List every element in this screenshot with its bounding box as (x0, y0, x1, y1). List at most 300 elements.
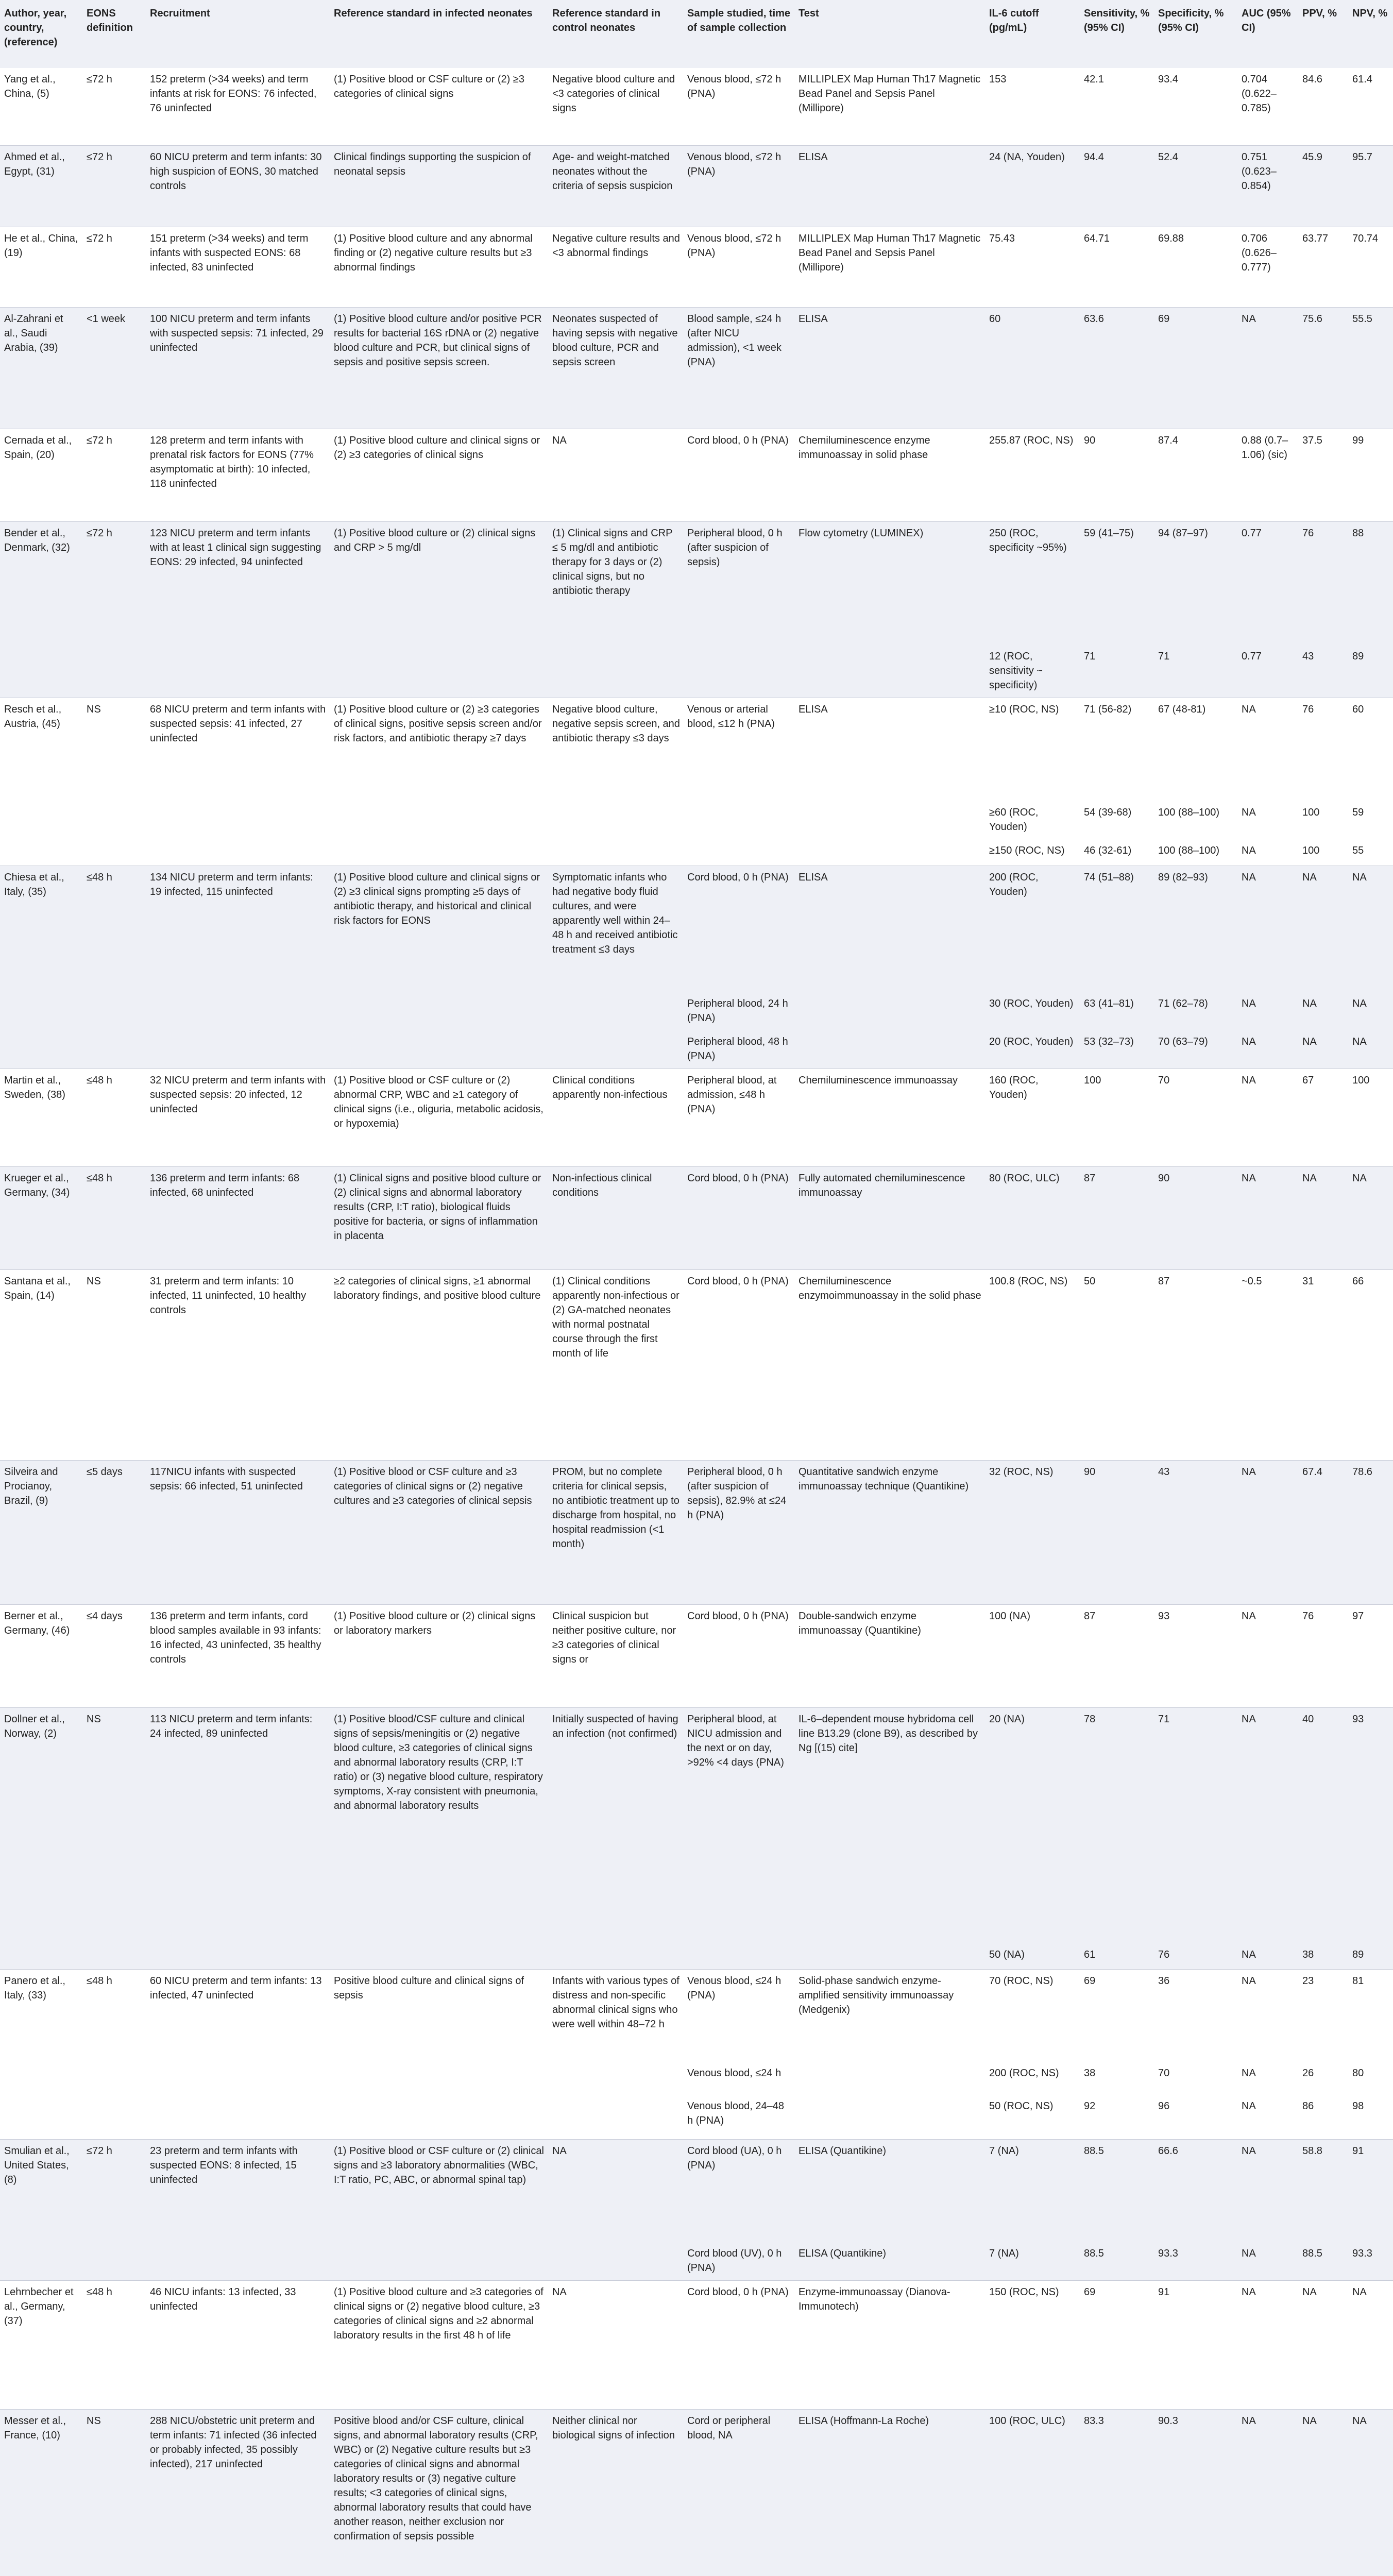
table-cell: ≤4 days (82, 1604, 146, 1707)
table-cell: NA (1237, 801, 1298, 839)
table-cell (794, 1943, 985, 1969)
table-cell: ≤48 h (82, 1069, 146, 1166)
table-cell: Peripheral blood, 0 h (after suspicion of sepsis), 82.9% at ≤24 h (PNA) (683, 1460, 794, 1604)
table-cell (82, 1030, 146, 1069)
table-cell: 88 (1348, 521, 1393, 645)
table-cell (683, 645, 794, 698)
table-cell: 71 (1080, 645, 1154, 698)
table-cell: 67 (48-81) (1154, 698, 1237, 801)
table-cell: (1) Positive blood or CSF culture or (2) abnormal CRP, WBC and ≥1 category of clinical signs (i.e., oliguria, metabolic acidosis, or hypoxemia) (330, 1069, 548, 1166)
table-row (0, 698, 1393, 801)
table-cell: Venous blood, 24–48 h (PNA) (683, 2095, 794, 2139)
table-cell: Cord blood, 0 h (PNA) (683, 866, 794, 992)
column-header: Reference standard in control neonates (548, 0, 683, 68)
table-cell: ELISA (Hoffmann-La Roche) (794, 2410, 985, 2576)
table-cell: 70 (1154, 1069, 1237, 1166)
table-cell: ≥10 (ROC, NS) (985, 698, 1080, 801)
table-cell: 7 (NA) (985, 2139, 1080, 2242)
table-cell: 100 (1080, 1069, 1154, 1166)
table-cell: 63.77 (1298, 227, 1348, 307)
table-cell: 136 preterm and term infants: 68 infected, 68 uninfected (146, 1166, 330, 1269)
column-header: Sample studied, time of sample collection (683, 0, 794, 68)
table-cell: 69 (1080, 1969, 1154, 2062)
table-cell: Martin et al., Sweden, (38) (0, 1069, 82, 1166)
table-cell: ≥60 (ROC, Youden) (985, 801, 1080, 839)
table-cell: (1) Positive blood or CSF culture and ≥3 categories of clinical signs or (2) negative cultures and ≥3 categories of clinical sepsis (330, 1460, 548, 1604)
table-cell: 20 (NA) (985, 1707, 1080, 1943)
table-cell: 70 (1154, 2062, 1237, 2095)
table-row (0, 145, 1393, 227)
table-cell (146, 2062, 330, 2095)
column-header: Reference standard in infected neonates (330, 0, 548, 68)
table-cell: Berner et al., Germany, (46) (0, 1604, 82, 1707)
table-row (0, 2062, 1393, 2095)
table-cell: 32 (ROC, NS) (985, 1460, 1080, 1604)
table-cell: ~0.5 (1237, 1269, 1298, 1460)
table-cell: 26 (1298, 2062, 1348, 2095)
column-header: NPV, % (1348, 0, 1393, 68)
table-cell: 20 (ROC, Youden) (985, 1030, 1080, 1069)
table-cell: 94 (87–97) (1154, 521, 1237, 645)
table-cell (548, 2095, 683, 2139)
table-cell: Cernada et al., Spain, (20) (0, 429, 82, 521)
table-cell: Negative culture results and <3 abnormal findings (548, 227, 683, 307)
table-cell: 0.77 (1237, 521, 1298, 645)
table-cell: Venous blood, ≤72 h (PNA) (683, 227, 794, 307)
table-cell: Lehrnbecher et al., Germany, (37) (0, 2281, 82, 2410)
table-cell: NA (1348, 1166, 1393, 1269)
table-cell: ELISA (794, 866, 985, 992)
table-cell (82, 2242, 146, 2281)
table-cell: NS (82, 1707, 146, 1943)
table-cell (146, 2242, 330, 2281)
table-cell: 0.77 (1237, 645, 1298, 698)
table-row (0, 866, 1393, 992)
table-cell: Venous blood, ≤72 h (PNA) (683, 68, 794, 145)
table-cell: Resch et al., Austria, (45) (0, 698, 82, 801)
table-cell: 100 (88–100) (1154, 839, 1237, 866)
table-cell: ELISA (794, 307, 985, 429)
table-cell (0, 801, 82, 839)
table-row (0, 1069, 1393, 1166)
table-row (0, 68, 1393, 145)
table-cell: NA (1237, 2410, 1298, 2576)
column-header: Author, year, country, (reference) (0, 0, 82, 68)
table-cell: (1) Clinical conditions apparently non-infectious or (2) GA-matched neonates with normal postnatal course through the first month of life (548, 1269, 683, 1460)
column-header: IL-6 cutoff (pg/mL) (985, 0, 1080, 68)
table-cell: Cord blood (UA), 0 h (PNA) (683, 2139, 794, 2242)
table-cell: 59 (1348, 801, 1393, 839)
table-cell: NA (1237, 839, 1298, 866)
table-cell: NA (1348, 2410, 1393, 2576)
table-cell: 96 (1154, 2095, 1237, 2139)
table-cell (794, 1030, 985, 1069)
table-cell: Chemiluminescence enzyme immunoassay in solid phase (794, 429, 985, 521)
table-cell (794, 992, 985, 1030)
table-cell: 42.1 (1080, 68, 1154, 145)
table-cell (548, 839, 683, 866)
table-cell: Positive blood culture and clinical signs of sepsis (330, 1969, 548, 2062)
table-cell: 50 (1080, 1269, 1154, 1460)
table-cell: 160 (ROC, Youden) (985, 1069, 1080, 1166)
table-cell (0, 2242, 82, 2281)
table-cell: Peripheral blood, 24 h (PNA) (683, 992, 794, 1030)
table-cell: Cord blood, 0 h (PNA) (683, 1604, 794, 1707)
table-cell (548, 2062, 683, 2095)
table-row (0, 2139, 1393, 2242)
table-cell: 61 (1080, 1943, 1154, 1969)
table-cell: (1) Positive blood or CSF culture or (2) ≥3 categories of clinical signs (330, 68, 548, 145)
table-cell (683, 1943, 794, 1969)
table-cell (82, 1943, 146, 1969)
table-cell: ≤72 h (82, 145, 146, 227)
table-row (0, 2242, 1393, 2281)
table-cell: (1) Positive blood culture and clinical signs or (2) ≥3 clinical signs prompting ≥5 days of antibiotic therapy, and historical and clinical risk factors for EONS (330, 866, 548, 992)
table-cell: 24 (NA, Youden) (985, 145, 1080, 227)
table-cell: NA (1237, 1030, 1298, 1069)
table-cell: 0.751 (0.623–0.854) (1237, 145, 1298, 227)
table-cell: Peripheral blood, at admission, ≤48 h (PNA) (683, 1069, 794, 1166)
table-cell: NA (1237, 1069, 1298, 1166)
table-cell: 93 (1154, 1604, 1237, 1707)
table-cell (330, 1943, 548, 1969)
table-cell: 59 (41–75) (1080, 521, 1154, 645)
table-cell: IL-6–dependent mouse hybridoma cell line B13.29 (clone B9), as described by Ng [(15) cite] (794, 1707, 985, 1943)
table-cell: NA (1348, 2281, 1393, 2410)
table-cell: Cord blood, 0 h (PNA) (683, 2281, 794, 2410)
table-cell: 288 NICU/obstetric unit preterm and term infants: 71 infected (36 infected or probably infected, 35 possibly infected), 217 uninfected (146, 2410, 330, 2576)
table-row (0, 1707, 1393, 1943)
table-cell: 200 (ROC, Youden) (985, 866, 1080, 992)
table-cell (683, 801, 794, 839)
table-cell: 69.88 (1154, 227, 1237, 307)
table-cell: 90.3 (1154, 2410, 1237, 2576)
table-cell: 100 (88–100) (1154, 801, 1237, 839)
table-cell (548, 1943, 683, 1969)
table-cell: NA (1237, 2139, 1298, 2242)
table-cell: NA (1237, 1166, 1298, 1269)
table-cell: 67 (1298, 1069, 1348, 1166)
table-cell: ≤72 h (82, 2139, 146, 2242)
table-cell: Non-infectious clinical conditions (548, 1166, 683, 1269)
table-cell: 152 preterm (>34 weeks) and term infants at risk for EONS: 76 infected, 76 uninfected (146, 68, 330, 145)
table-cell: Venous or arterial blood, ≤12 h (PNA) (683, 698, 794, 801)
table-cell: Enzyme-immunoassay (Dianova-Immunotech) (794, 2281, 985, 2410)
table-cell (146, 992, 330, 1030)
table-cell (82, 2062, 146, 2095)
table-cell: ≤72 h (82, 521, 146, 645)
table-cell (0, 992, 82, 1030)
table-cell: (1) Positive blood culture and ≥3 categories of clinical signs or (2) negative blood culture, ≥3 categories of clinical signs and ≥2 abnormal laboratory results in the first 48 h of life (330, 2281, 548, 2410)
table-cell (548, 801, 683, 839)
table-cell (330, 2242, 548, 2281)
table-cell: 87 (1154, 1269, 1237, 1460)
table-row (0, 521, 1393, 645)
table-cell: 100 (1298, 801, 1348, 839)
table-cell: (1) Positive blood culture or (2) clinical signs and CRP > 5 mg/dl (330, 521, 548, 645)
table-cell (146, 645, 330, 698)
table-cell (794, 801, 985, 839)
table-cell: 93 (1348, 1707, 1393, 1943)
table-cell: <1 week (82, 307, 146, 429)
table-cell: 78 (1080, 1707, 1154, 1943)
table-cell: Neonates suspected of having sepsis with negative blood culture, PCR and sepsis screen (548, 307, 683, 429)
table-cell: 66.6 (1154, 2139, 1237, 2242)
table-cell: 90 (1154, 1166, 1237, 1269)
table-cell: Clinical suspicion but neither positive culture, nor ≥3 categories of clinical signs or (548, 1604, 683, 1707)
table-cell: NA (1237, 2281, 1298, 2410)
table-cell: 95.7 (1348, 145, 1393, 227)
table-cell (794, 2062, 985, 2095)
table-cell: 100 (ROC, ULC) (985, 2410, 1080, 2576)
table-cell: NA (1237, 1969, 1298, 2062)
table-cell: NA (1237, 1943, 1298, 1969)
table-cell: Symptomatic infants who had negative body fluid cultures, and were apparently well within 24–48 h and received antibiotic treatment ≤3 days (548, 866, 683, 992)
table-cell: 87 (1080, 1604, 1154, 1707)
column-header: AUC (95% CI) (1237, 0, 1298, 68)
table-cell: 68 NICU preterm and term infants with suspected sepsis: 41 infected, 27 uninfected (146, 698, 330, 801)
table-cell: NS (82, 2410, 146, 2576)
table-cell: ≥150 (ROC, NS) (985, 839, 1080, 866)
table-cell: 60 NICU preterm and term infants: 30 high suspicion of EONS, 30 matched controls (146, 145, 330, 227)
table-cell: 50 (NA) (985, 1943, 1080, 1969)
table-cell: ≤72 h (82, 68, 146, 145)
table-cell: 45.9 (1298, 145, 1348, 227)
table-cell: Cord or peripheral blood, NA (683, 2410, 794, 2576)
table-cell (330, 801, 548, 839)
table-cell: Blood sample, ≤24 h (after NICU admission), <1 week (PNA) (683, 307, 794, 429)
table-cell: Flow cytometry (LUMINEX) (794, 521, 985, 645)
table-cell: 38 (1080, 2062, 1154, 2095)
table-cell: (1) Positive blood or CSF culture or (2) clinical signs and ≥3 laboratory abnormalities (WBC, I:T ratio, PC, ABC, or abnormal spinal tap) (330, 2139, 548, 2242)
table-cell: MILLIPLEX Map Human Th17 Magnetic Bead Panel and Sepsis Panel (Millipore) (794, 68, 985, 145)
table-row (0, 227, 1393, 307)
table-cell: ≤48 h (82, 1166, 146, 1269)
table-cell: 32 NICU preterm and term infants with suspected sepsis: 20 infected, 12 uninfected (146, 1069, 330, 1166)
table-row (0, 1969, 1393, 2062)
table-cell: Panero et al., Italy, (33) (0, 1969, 82, 2062)
table-cell: 63 (41–81) (1080, 992, 1154, 1030)
table-cell: Clinical findings supporting the suspicion of neonatal sepsis (330, 145, 548, 227)
table-cell (146, 2095, 330, 2139)
table-cell: 50 (ROC, NS) (985, 2095, 1080, 2139)
table-header (0, 0, 1393, 68)
table-cell: NA (1348, 992, 1393, 1030)
table-cell: NA (1237, 866, 1298, 992)
table-cell: Yang et al., China, (5) (0, 68, 82, 145)
table-cell: 61.4 (1348, 68, 1393, 145)
table-cell (330, 2095, 548, 2139)
table-cell: Al-Zahrani et al., Saudi Arabia, (39) (0, 307, 82, 429)
table-cell: 58.8 (1298, 2139, 1348, 2242)
table-cell: NA (1237, 992, 1298, 1030)
table-cell (82, 2095, 146, 2139)
table-cell: NA (1298, 866, 1348, 992)
table-cell: 134 NICU preterm and term infants: 19 infected, 115 uninfected (146, 866, 330, 992)
table-cell (0, 839, 82, 866)
table-cell: Positive blood and/or CSF culture, clinical signs, and abnormal laboratory results (CRP, WBC) or (2) Negative culture results but ≥3 categories of clinical signs and abnormal laboratory results or (3) negative culture results; <3 categories of clinical signs, abnormal laboratory results that could have another reason, neither exclusion nor confirmation of sepsis possible (330, 2410, 548, 2576)
table-cell: NA (1237, 698, 1298, 801)
table-cell: 0.706 (0.626–0.777) (1237, 227, 1298, 307)
table-cell: 81 (1348, 1969, 1393, 2062)
table-cell: Cord blood, 0 h (PNA) (683, 1166, 794, 1269)
table-cell: 250 (ROC, specificity ~95%) (985, 521, 1080, 645)
table-row (0, 839, 1393, 866)
table-cell: He et al., China, (19) (0, 227, 82, 307)
column-header: Recruitment (146, 0, 330, 68)
table-cell: NA (1237, 2062, 1298, 2095)
table-cell (548, 992, 683, 1030)
table-cell: NS (82, 698, 146, 801)
table-cell: 98 (1348, 2095, 1393, 2139)
table-row (0, 1460, 1393, 1604)
table-cell: ≤5 days (82, 1460, 146, 1604)
table-cell: Ahmed et al., Egypt, (31) (0, 145, 82, 227)
table-cell: Peripheral blood, at NICU admission and the next or on day, >92% <4 days (PNA) (683, 1707, 794, 1943)
table-cell: 60 (1348, 698, 1393, 801)
table-cell (0, 2062, 82, 2095)
table-cell: 60 (985, 307, 1080, 429)
table-row (0, 1943, 1393, 1969)
table-cell: 76 (1154, 1943, 1237, 1969)
table-cell: NA (1237, 2242, 1298, 2281)
table-cell: 136 preterm and term infants, cord blood samples available in 93 infants: 16 infected, 43 uninfected, 35 healthy controls (146, 1604, 330, 1707)
table-body (0, 68, 1393, 2576)
table-cell: Cord blood (UV), 0 h (PNA) (683, 2242, 794, 2281)
table-cell: Peripheral blood, 48 h (PNA) (683, 1030, 794, 1069)
table-cell (82, 801, 146, 839)
table-cell: 93.4 (1154, 68, 1237, 145)
table-cell: Chiesa et al., Italy, (35) (0, 866, 82, 992)
table-cell: NA (1348, 866, 1393, 992)
table-cell: NA (1237, 2095, 1298, 2139)
table-cell: ≤48 h (82, 1969, 146, 2062)
table-cell (146, 801, 330, 839)
column-header: EONS definition (82, 0, 146, 68)
column-header: PPV, % (1298, 0, 1348, 68)
table-cell: Venous blood, ≤72 h (PNA) (683, 145, 794, 227)
table-cell: Initially suspected of having an infection (not confirmed) (548, 1707, 683, 1943)
table-cell (548, 645, 683, 698)
table-cell: Krueger et al., Germany, (34) (0, 1166, 82, 1269)
table-cell: 92 (1080, 2095, 1154, 2139)
table-cell (330, 839, 548, 866)
table-cell: NA (1298, 2281, 1348, 2410)
table-cell (794, 2095, 985, 2139)
table-cell (146, 839, 330, 866)
table-cell: 88.5 (1080, 2139, 1154, 2242)
table-row (0, 2281, 1393, 2410)
table-cell: 88.5 (1298, 2242, 1348, 2281)
table-cell: 69 (1154, 307, 1237, 429)
table-cell: PROM, but no complete criteria for clinical sepsis, no antibiotic treatment up to discharge from hospital, no hospital readmission (<1 month) (548, 1460, 683, 1604)
table-cell: Silveira and Procianoy, Brazil, (9) (0, 1460, 82, 1604)
table-cell: 30 (ROC, Youden) (985, 992, 1080, 1030)
table-row (0, 2095, 1393, 2139)
table-cell: 63.6 (1080, 307, 1154, 429)
table-cell: 89 (1348, 1943, 1393, 1969)
table-row (0, 1269, 1393, 1460)
table-cell: 0.88 (0.7–1.06) (sic) (1237, 429, 1298, 521)
table-cell: 76 (1298, 1604, 1348, 1707)
table-cell: Solid-phase sandwich enzyme-amplified sensitivity immunoassay (Medgenix) (794, 1969, 985, 2062)
table-cell: Chemiluminescence immunoassay (794, 1069, 985, 1166)
table-cell: (1) Positive blood culture and clinical signs or (2) ≥3 categories of clinical signs (330, 429, 548, 521)
table-cell (0, 1030, 82, 1069)
table-cell: Negative blood culture and <3 categories of clinical signs (548, 68, 683, 145)
header-row (0, 0, 1393, 68)
table-cell (330, 992, 548, 1030)
table-cell: NS (82, 1269, 146, 1460)
table-row (0, 645, 1393, 698)
table-cell: 31 preterm and term infants: 10 infected, 11 uninfected, 10 healthy controls (146, 1269, 330, 1460)
table-cell: ELISA (794, 145, 985, 227)
table-cell: (1) Positive blood/CSF culture and clinical signs of sepsis/meningitis or (2) negative blood culture, ≥3 categories of clinical signs and abnormal laboratory results (CRP, I:T ratio) or (3) negative blood culture, respiratory symptoms, X-ray consistent with pneumonia, and abnormal laboratory results (330, 1707, 548, 1943)
table-cell: 90 (1080, 1460, 1154, 1604)
table-cell: 53 (32–73) (1080, 1030, 1154, 1069)
table-row (0, 1030, 1393, 1069)
table-cell: 52.4 (1154, 145, 1237, 227)
table-cell (330, 2062, 548, 2095)
table-cell (683, 839, 794, 866)
table-cell: ≥2 categories of clinical signs, ≥1 abnormal laboratory findings, and positive blood culture (330, 1269, 548, 1460)
table-cell: 76 (1298, 521, 1348, 645)
table-cell: Cord blood, 0 h (PNA) (683, 429, 794, 521)
table-cell: 78.6 (1348, 1460, 1393, 1604)
table-cell: NA (1237, 1604, 1298, 1707)
table-cell (0, 645, 82, 698)
table-cell: Double-sandwich enzyme immunoassay (Quantikine) (794, 1604, 985, 1707)
table-cell: Venous blood, ≤24 h (683, 2062, 794, 2095)
column-header: Test (794, 0, 985, 68)
table-cell: ≤48 h (82, 2281, 146, 2410)
table-cell: NA (548, 2281, 683, 2410)
table-cell: 255.87 (ROC, NS) (985, 429, 1080, 521)
table-cell: 70.74 (1348, 227, 1393, 307)
table-cell: 100.8 (ROC, NS) (985, 1269, 1080, 1460)
table-cell: 94.4 (1080, 145, 1154, 227)
table-cell (0, 2095, 82, 2139)
table-cell: Clinical conditions apparently non-infectious (548, 1069, 683, 1166)
table-cell: Cord blood, 0 h (PNA) (683, 1269, 794, 1460)
table-cell: Age- and weight-matched neonates without the criteria of sepsis suspicion (548, 145, 683, 227)
column-header: Specificity, % (95% CI) (1154, 0, 1237, 68)
table-cell: 87 (1080, 1166, 1154, 1269)
table-cell: 151 preterm (>34 weeks) and term infants with suspected EONS: 68 infected, 83 uninfected (146, 227, 330, 307)
table-cell: MILLIPLEX Map Human Th17 Magnetic Bead Panel and Sepsis Panel (Millipore) (794, 227, 985, 307)
table-cell: 100 (1298, 839, 1348, 866)
table-cell: 88.5 (1080, 2242, 1154, 2281)
table-cell: 113 NICU preterm and term infants: 24 infected, 89 uninfected (146, 1707, 330, 1943)
table-cell: 54 (39-68) (1080, 801, 1154, 839)
table-cell: 69 (1080, 2281, 1154, 2410)
table-cell: (1) Clinical signs and positive blood culture or (2) clinical signs and abnormal laboratory results (CRP, I:T ratio), biological fluids positive for bacteria, or signs of inflammation in placenta (330, 1166, 548, 1269)
table-cell: NA (1298, 1030, 1348, 1069)
table-cell: (1) Positive blood culture or (2) clinical signs or laboratory markers (330, 1604, 548, 1707)
table-cell: 150 (ROC, NS) (985, 2281, 1080, 2410)
table-cell: 38 (1298, 1943, 1348, 1969)
table-cell: 70 (63–79) (1154, 1030, 1237, 1069)
table-cell: 93.3 (1154, 2242, 1237, 2281)
table-cell: 55 (1348, 839, 1393, 866)
table-cell: 23 preterm and term infants with suspected EONS: 8 infected, 15 uninfected (146, 2139, 330, 2242)
table-cell: Dollner et al., Norway, (2) (0, 1707, 82, 1943)
table-cell: 67.4 (1298, 1460, 1348, 1604)
table-cell (794, 645, 985, 698)
table-cell: (1) Clinical signs and CRP ≤ 5 mg/dl and antibiotic therapy for 3 days or (2) clinical signs, but no antibiotic therapy (548, 521, 683, 645)
table-cell: Venous blood, ≤24 h (PNA) (683, 1969, 794, 2062)
table-cell: 64.71 (1080, 227, 1154, 307)
